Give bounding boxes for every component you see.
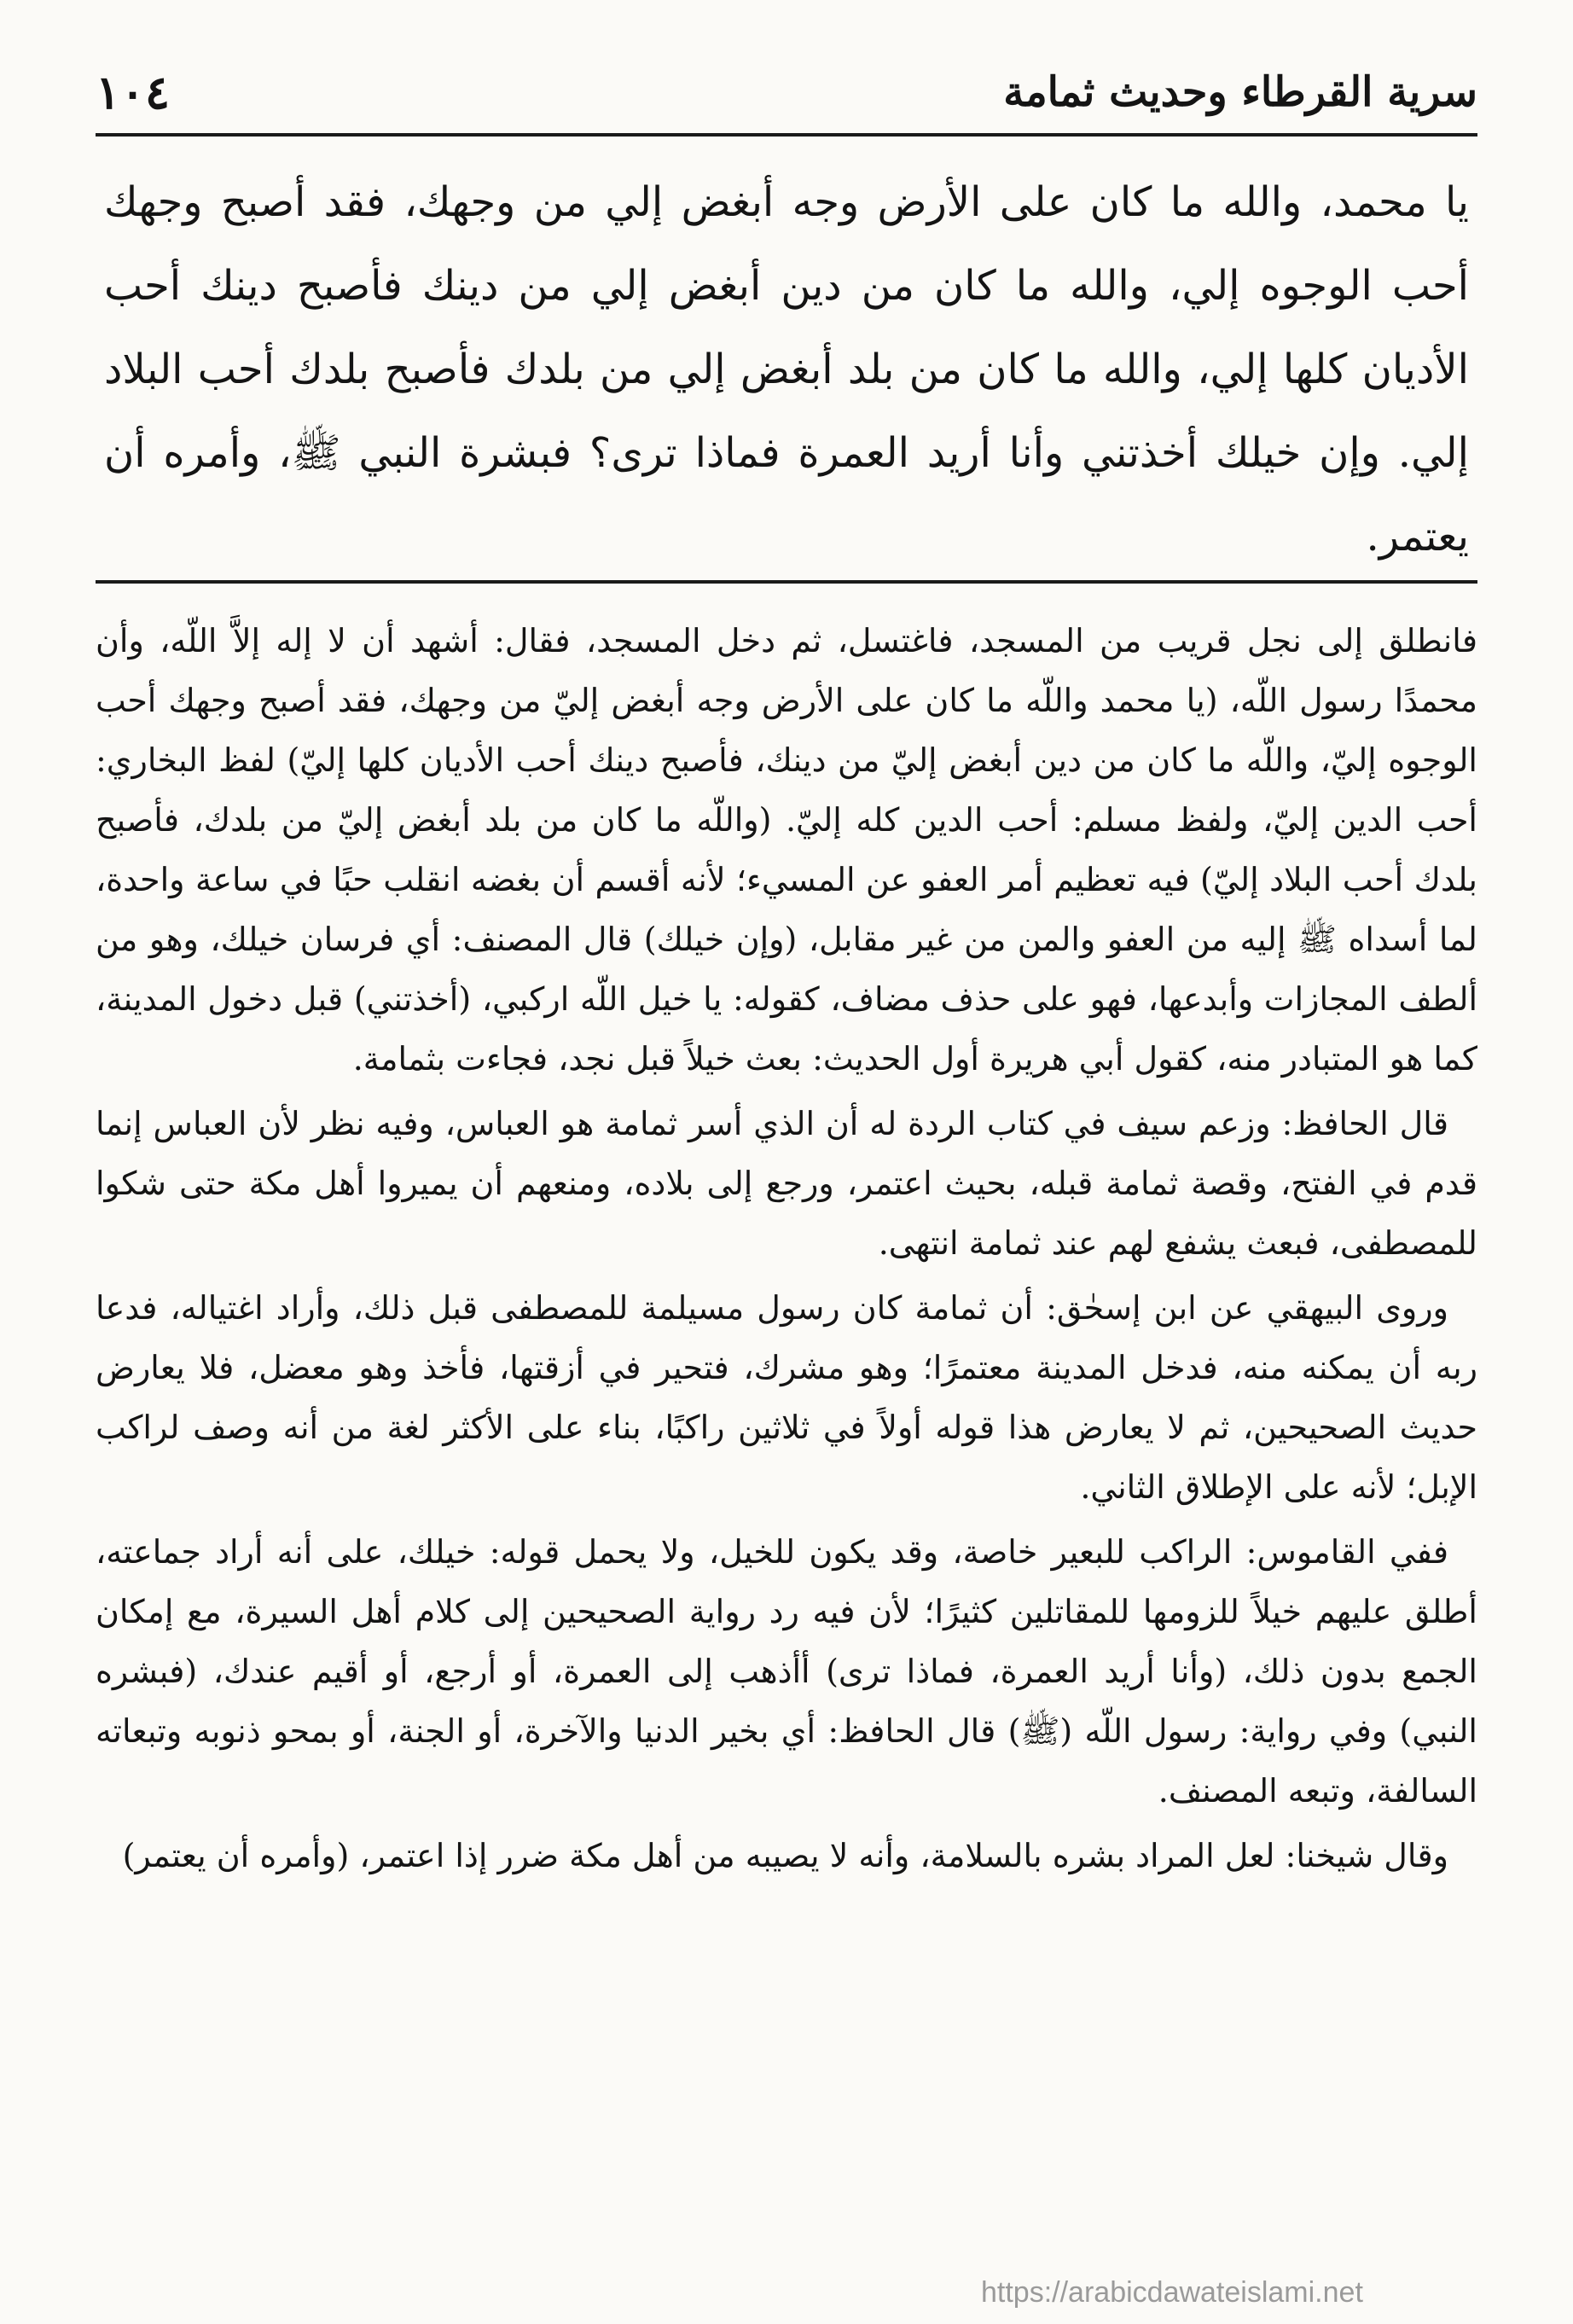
commentary-paragraph: وروى البيهقي عن ابن إسحٰق: أن ثمامة كان رسول مسيلمة للمصطفى قبل ذلك، وأراد اغتياله، فدعا ربه أن يمكنه منه، فدخل المدينة معتمرًا؛ وهو مشرك، فتحير في أزقتها، فأخذ وهو معضل، فلا يعارض حديث الصحيحين، ثم لا يعارض هذا قوله أولاً في ثلاثين راكبًا، بناء على الأكثر لغة من أنه وصف لراكب الإبل؛ لأنه على الإطلاق الثاني.: [96, 1289, 1477, 1506]
commentary-text: [96, 611, 1477, 1891]
section-divider: [96, 580, 1477, 584]
commentary-paragraph: وقال شيخنا: لعل المراد بشره بالسلامة، وأنه لا يصيبه من أهل مكة ضرر إذا اعتمر، (وأمره أن يعتمر): [122, 1837, 1448, 1874]
running-title: سرية القرطاء وحديث ثمامة: [1003, 68, 1477, 116]
main-paragraph: يا محمد، والله ما كان على الأرض وجه أبغض إلي من وجهك، فقد أصبح وجهك أحب الوجوه إلي، والله ما كان من دين أبغض إلي من دينك فأصبح دينك أحب الأديان كلها إلي، والله ما كان من بلد أبغض إلي من بلدك فأصبح بلدك أحب البلاد إلي. وإن خيلك أخذتني وأنا أريد العمرة فماذا ترى؟ فبشرة النبي ﷺ، وأمره أن يعتمر.: [104, 178, 1470, 561]
commentary-paragraph: قال الحافظ: وزعم سيف في كتاب الردة له أن الذي أسر ثمامة هو العباس، وفيه نظر لأن العباس إنما قدم في الفتح، وقصة ثمامة قبله، بحيث اعتمر، ورجع إلى بلاده، ومنعهم أن يميروا أهل مكة حتى شكوا للمصطفى، فبعث يشفع لهم عند ثمامة انتهى.: [96, 1105, 1477, 1262]
header-rule: [96, 133, 1477, 137]
commentary-paragraph: ففي القاموس: الراكب للبعير خاصة، وقد يكون للخيل، ولا يحمل قوله: خيلك، على أنه أراد جماعته، أطلق عليهم خيلاً للزومها للمقاتلين كثيرًا؛ لأن فيه رد رواية الصحيحين إلى كلام أهل السيرة، مع إمكان الجمع بدون ذلك، (وأنا أريد العمرة، فماذا ترى) أأذهب إلى العمرة، أو أرجع، أو أقيم عندك، (فبشره النبي) وفي رواية: رسول اللّه (ﷺ) قال الحافظ: أي بخير الدنيا والآخرة، أو الجنة، أو بمحو ذنوبه وتبعاته السالفة، وتبعه المصنف.: [96, 1533, 1477, 1810]
watermark-url: https://arabicdawateislami.net: [981, 2276, 1363, 2309]
main-hadith-text: [104, 160, 1469, 578]
commentary-paragraph: فانطلق إلى نجل قريب من المسجد، فاغتسل، ثم دخل المسجد، فقال: أشهد أن لا إله إلاَّ اللّه، وأن محمدًا رسول اللّه، (يا محمد واللّه ما كان على الأرض وجه أبغض إليّ من وجهك، فقد أصبح وجهك أحب الوجوه إليّ، واللّه ما كان من دين أبغض إليّ من دينك، فأصبح دينك أحب الأديان كلها إليّ) لفظ البخاري: أحب الدين إليّ، ولفظ مسلم: أحب الدين كله إليّ. (واللّه ما كان من بلد أبغض إليّ من بلدك، فأصبح بلدك أحب البلاد إليّ) فيه تعظيم أمر العفو عن المسيء؛ لأنه أقسم أن بغضه انقلب حبًا في ساعة واحدة، لما أسداه ﷺ إليه من العفو والمن من غير مقابل، (وإن خيلك) قال المصنف: أي فرسان خيلك، وهو من ألطف المجازات وأبدعها، فهو على حذف مضاف، كقوله: يا خيل اللّه اركبي، (أخذتني) قبل دخول المدينة، كما هو المتبادر منه، كقول أبي هريرة أول الحديث: بعث خيلاً قبل نجد، فجاءت بثمامة.: [96, 622, 1477, 1078]
page-number: ١٠٤: [96, 65, 171, 119]
page-header: [96, 49, 1477, 135]
